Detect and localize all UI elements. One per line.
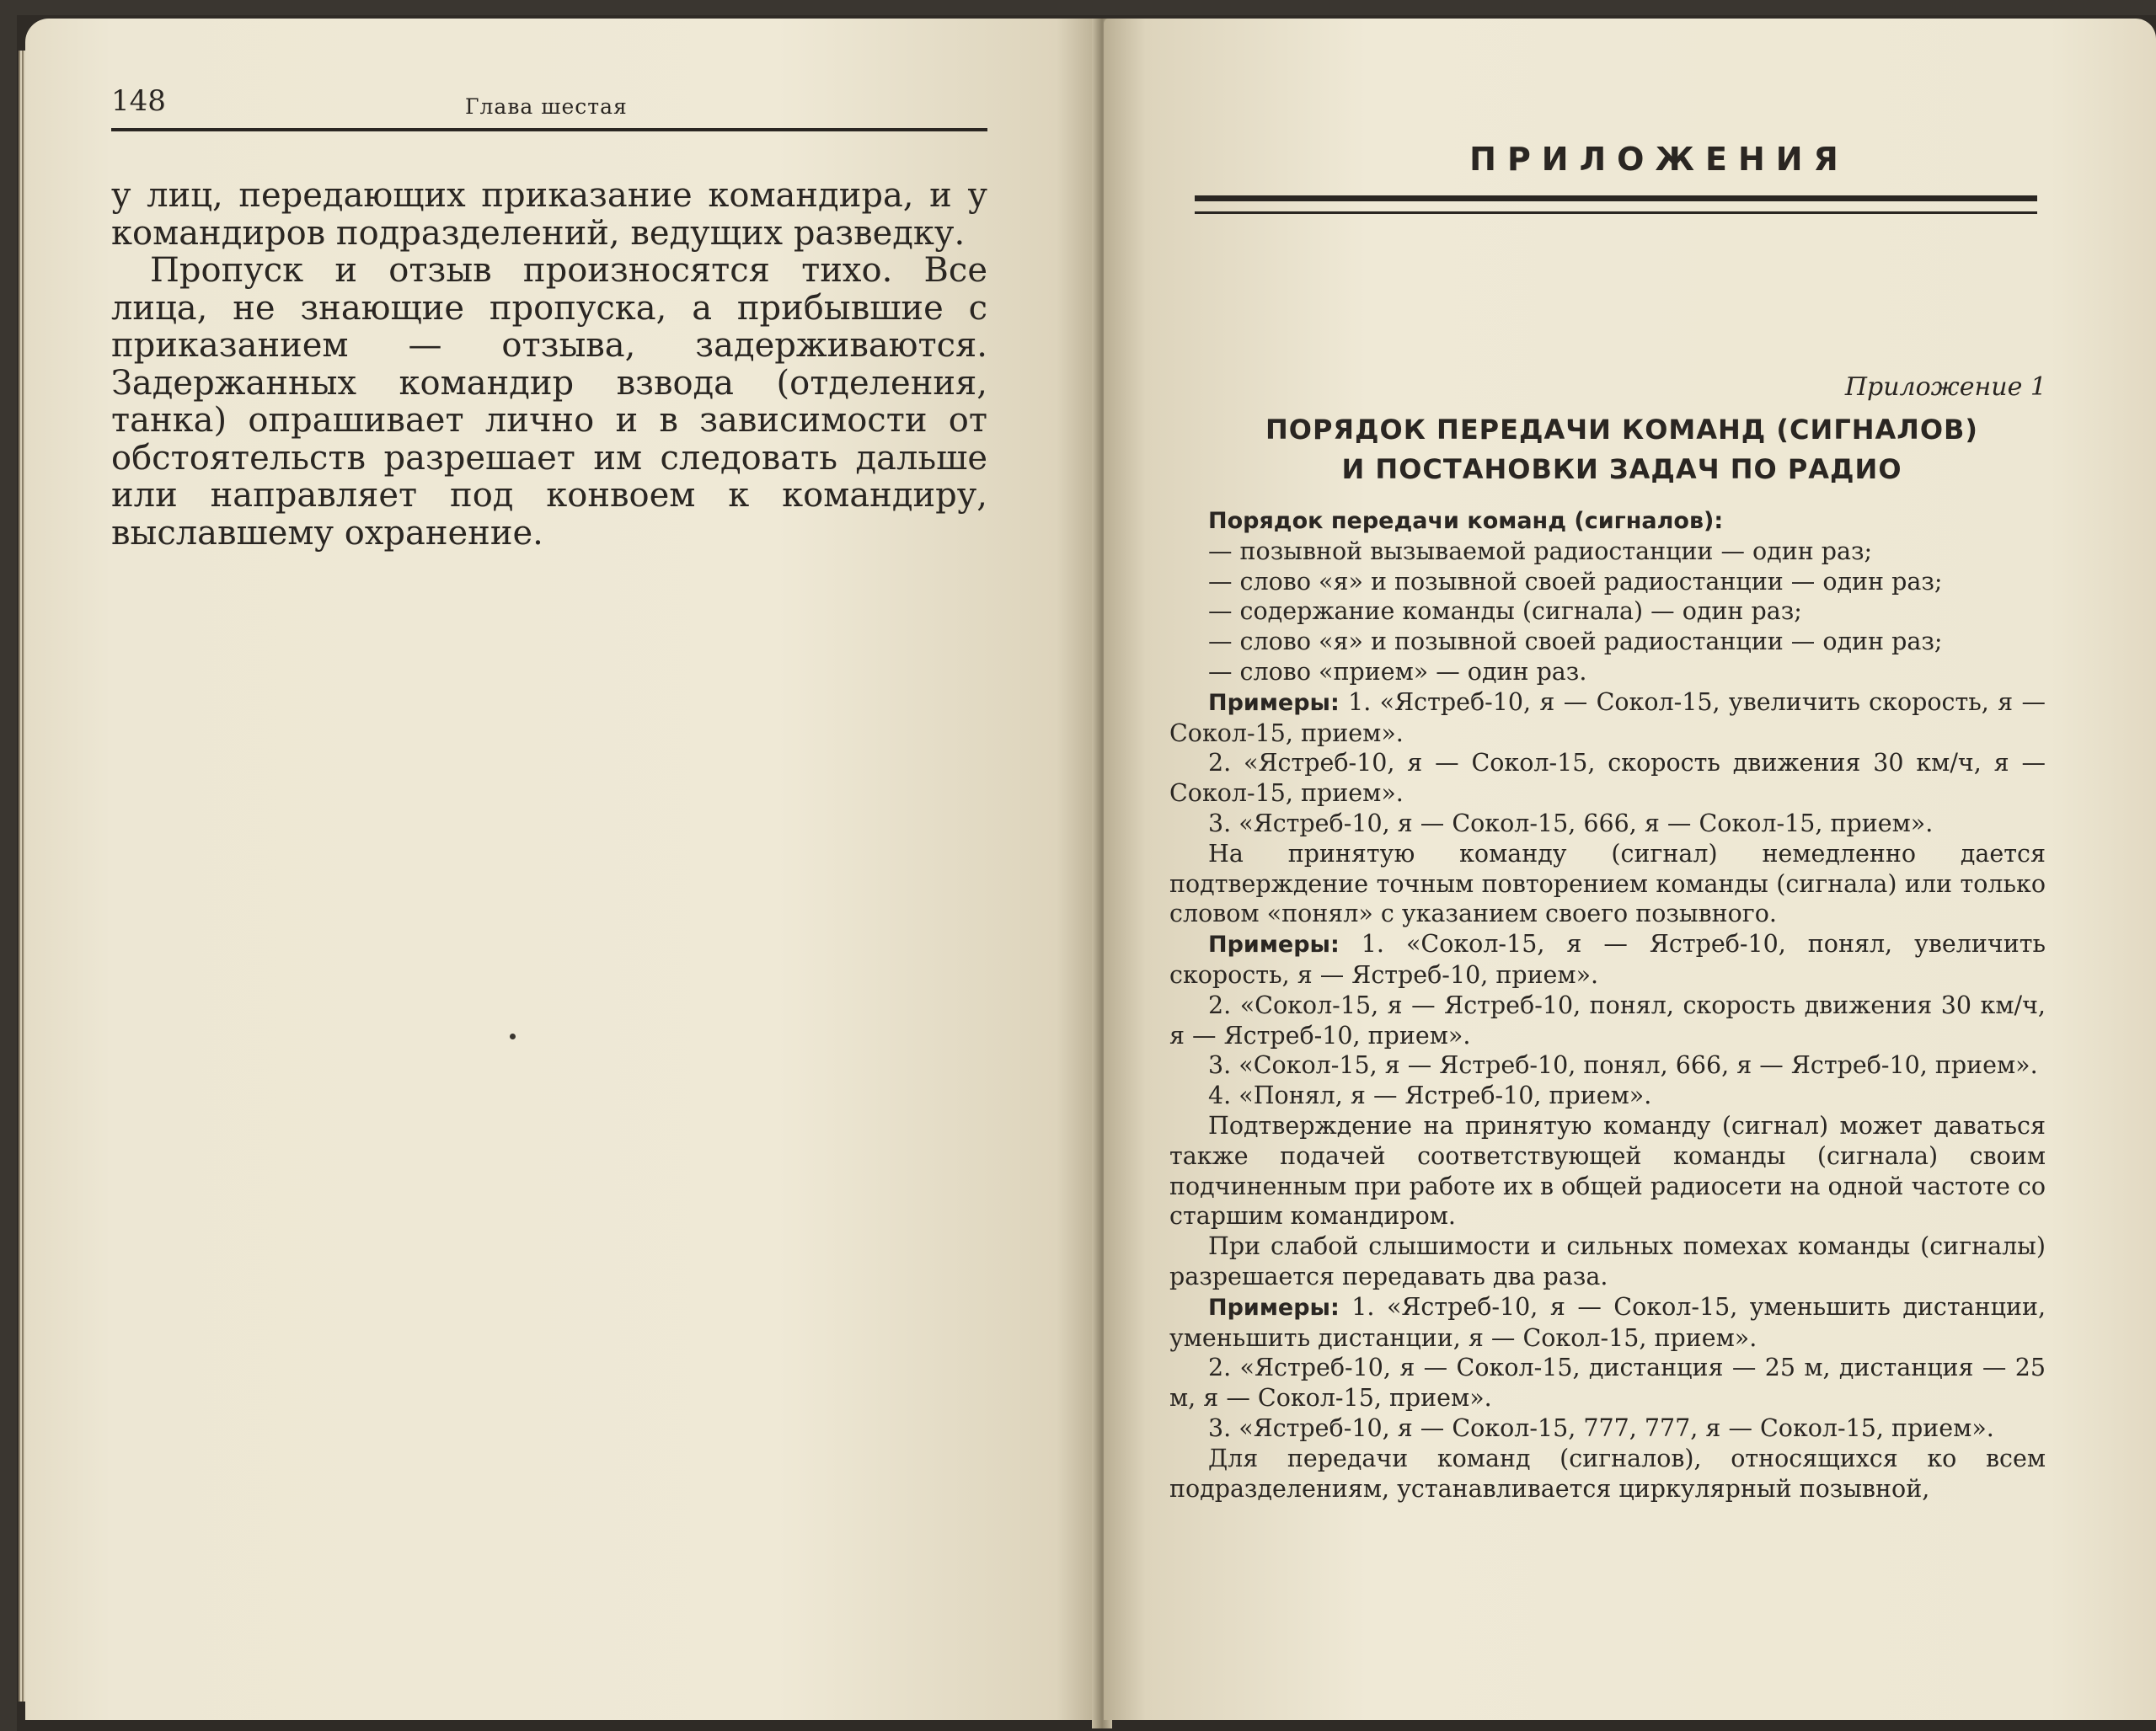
title-rule [1195, 195, 2037, 214]
example: 4. «Понял, я — Ястреб-10, прием». [1208, 1082, 1652, 1110]
paragraph: Пропуск и отзыв произносятся тихо. Все лица, не знающие пропуска, а прибывшие с приказанием — отзыва, задерживаются. Задержанных командир взвода (отделения, танка) опрашивает лично и в зависимости от обстоятельств разрешает им следовать дальше или направляет под конвоем к командиру, выславшему охранение. [111, 251, 987, 553]
section-title: ПРИЛОЖЕНИЯ [1469, 141, 1849, 178]
step: — слово «я» и позывной своей радиостанции — один раз; [1208, 628, 1943, 656]
example: 3. «Ястреб-10, я — Сокол-15, 777, 777, я — Сокол-15, прием». [1208, 1413, 1994, 1442]
step: — слово «прием» — один раз. [1208, 657, 1587, 686]
paragraph: При слабой слышимости и сильных помехах команды (сигналы) разрешается передавать два раза. [1169, 1232, 2046, 1290]
example: Примеры: 1. «Сокол-15, я — Ястреб-10, понял, увеличить скорость, я — Ястреб-10, прием». [1169, 930, 2046, 989]
right-page [1104, 19, 2156, 1720]
appendix-label: Приложение 1 [1844, 372, 2046, 402]
step: — позывной вызываемой радиостанции — один раз; [1208, 537, 1873, 565]
chapter-title: Глава шестая [465, 94, 628, 119]
running-header [111, 84, 987, 131]
appendix-heading [1196, 410, 2047, 489]
paragraph: Для передачи команд (сигналов), относящихся ко всем подразделениям, устанавливается циркулярный позывной, [1169, 1444, 2046, 1503]
right-body-text [1169, 505, 2046, 1504]
example: 2. «Ястреб-10, я — Сокол-15, дистанция — 25 м, дистанция — 25 м, я — Сокол-15, прием». [1169, 1354, 2046, 1413]
example: Примеры: 1. «Ястреб-10, я — Сокол-15, увеличить скорость, я — Сокол-15, прием». [1169, 687, 2046, 747]
example: 3. «Сокол-15, я — Ястреб-10, понял, 666, я — Ястреб-10, прием». [1208, 1051, 2038, 1080]
paragraph: у лиц, передающих приказание командира, и у командиров подразделений, ведущих разведку. [111, 176, 987, 253]
paragraph: На принятую команду (сигнал) немедленно дается подтверждение точным повторением команды (сигнала) или только словом «понял» с указанием своего позывного. [1169, 839, 2046, 928]
left-body-text [111, 177, 987, 552]
paragraph: Подтверждение на принятую команду (сигнал) может даваться также подачей соответствующей команды (сигнала) своим подчиненным при работе их в общей радиосети на одной частоте со старшим командиром. [1169, 1111, 2046, 1231]
page-edges [19, 51, 25, 1702]
heading-line: ПОРЯДОК ПЕРЕДАЧИ КОМАНД (СИГНАЛОВ) [1265, 414, 1979, 446]
step: — содержание команды (сигнала) — один раз; [1208, 597, 1802, 626]
heading-line: И ПОСТАНОВКИ ЗАДАЧ ПО РАДИО [1341, 453, 1902, 485]
example: 2. «Сокол-15, я — Ястреб-10, понял, скорость движения 30 км/ч, я — Ястреб-10, прием». [1169, 991, 2046, 1050]
step: — слово «я» и позывной своей радиостанции — один раз; [1208, 567, 1943, 596]
page-number: 148 [111, 84, 166, 118]
subheading: Порядок передачи команд (сигналов): [1208, 508, 1724, 534]
left-page [25, 19, 1099, 1720]
print-speck [510, 1034, 516, 1039]
example: 2. «Ястреб-10, я — Сокол-15, скорость движения 30 км/ч, я — Сокол-15, прием». [1169, 749, 2046, 808]
example: Примеры: 1. «Ястреб-10, я — Сокол-15, уменьшить дистанции, уменьшить дистанции, я — Сокол-15, прием». [1169, 1292, 2046, 1352]
example: 3. «Ястреб-10, я — Сокол-15, 666, я — Сокол-15, прием». [1208, 809, 1934, 837]
